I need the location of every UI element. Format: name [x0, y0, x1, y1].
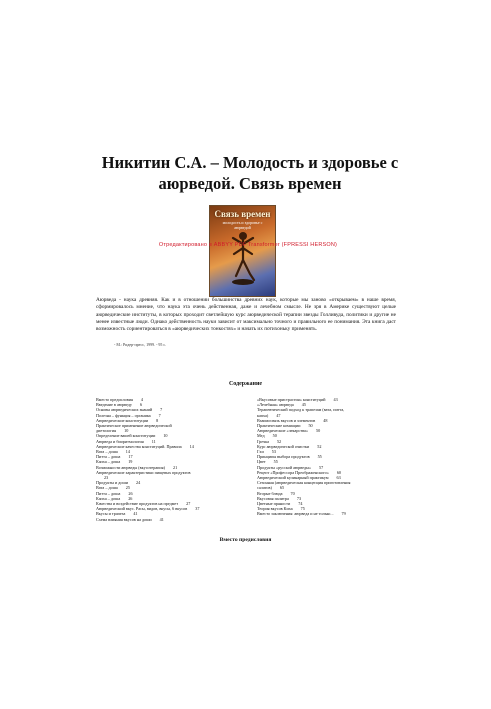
intro-paragraph: Аюрведа - наука древняя. Как и в отношении большинства древних наук, которые мы заново «открываем» в наше время, сформировалось мнение, что наука эта очень действенная, даже и лечебном смысле. Не зря в Америке существуют целые аюрведические институты, в которых проходит светлейшую курс аюрведической терапии звезды Голливуда, политики и другие не менее известные люди. Однако действенность науки зависит от максимально точного и правильного ее понимания. Эта книга даст возможность сориентироваться в «аюрведических тонкостях» и начать их потихоньку применять.	[96, 297, 396, 333]
toc-entry-label: салатов)	[257, 485, 272, 491]
foreword-heading: Вместо предисловия	[219, 537, 272, 543]
toc-entry-label: Капха – доша	[96, 459, 121, 465]
toc-entry	[96, 517, 244, 522]
toc-entry-page: 17	[128, 454, 133, 460]
toc-entry-label: Вторые блюда	[257, 490, 283, 496]
toc-entry-page: 60	[336, 469, 341, 475]
toc-entry-page: 75	[300, 506, 305, 512]
toc-entry-page: 55	[317, 454, 322, 460]
toc-entry-page: 47	[276, 412, 281, 418]
toc-entry-page: 14	[125, 449, 130, 455]
toc-entry-label: Теория вкусов Киха	[257, 506, 293, 512]
toc-entry-label: Вкусы и трапеза	[96, 511, 126, 517]
toc-entry-label: Аюрведические «лекарства»	[257, 428, 309, 434]
toc-entry-page: 48	[323, 417, 328, 423]
toc-entry-page: 52	[276, 438, 282, 444]
toc-entry-page: 53	[271, 449, 276, 455]
toc-entry-label: диетология	[96, 428, 117, 434]
toc-entry-page: 41	[133, 511, 138, 517]
toc-entry-page: 21	[172, 464, 178, 470]
toc-entry-label: Вата – доша	[96, 449, 118, 455]
toc-entry-label: Питта – доша	[96, 490, 121, 496]
toc-entry-page: 41	[159, 516, 164, 522]
toc-left-column	[96, 397, 244, 522]
toc-entry-label: Цвет	[257, 459, 266, 465]
toc-entry-page: 23	[104, 475, 109, 481]
toc-entry-label: Курс аюрведической очистки	[257, 443, 310, 449]
toc-entry-page: 27	[186, 501, 191, 507]
toc-entry-page: 10	[124, 428, 129, 434]
toc-entry-label: Вместо предисловия	[96, 397, 133, 402]
toc-entry-page: 43	[333, 397, 338, 402]
toc-entry-label: Аюрведические конституции	[96, 417, 149, 423]
toc-entry-label: Взаимосвязь вкусов и элементов	[257, 417, 316, 423]
toc-entry-page: 70	[290, 490, 295, 496]
toc-entry-label: Аюрведический кулинарный практикум	[257, 475, 329, 481]
page-title: Никитин С.А. – Молодость и здоровье с аюрведой. Связь времен	[101, 153, 399, 193]
toc-entry-page: 37	[195, 506, 200, 512]
toc-entry-page: 14	[189, 443, 194, 449]
toc-entry-page: 25	[125, 485, 130, 491]
toc-entry-page: 10	[163, 433, 168, 439]
toc-entry-page: 52	[317, 443, 322, 449]
toc-entry-label: Продукты «русской аюрведы»	[257, 464, 312, 470]
toc-entry-label: Вата – доша	[96, 485, 118, 491]
toc-entry-page: 26	[128, 495, 133, 501]
toc-entry-label: Аюрведические характеристики пищевых продуктов	[96, 469, 191, 475]
toc-entry-page: 19	[128, 459, 133, 465]
toc-entry-page: 74	[298, 501, 303, 507]
toc-entry-page: 7	[160, 407, 163, 413]
toc-entry-label: Гречка	[257, 438, 269, 444]
toc-entry-label: капха)	[257, 412, 269, 418]
toc-entry-page: 11	[151, 438, 156, 444]
toc-entry-page: 79	[341, 511, 346, 517]
toc-entry-page: 65	[279, 485, 285, 491]
toc-entry-label: Питта – доша	[96, 454, 121, 460]
toc-entry-page: 50	[308, 423, 313, 429]
toc-entry-label: Вкусовая палитра	[257, 495, 289, 501]
toc-entry-label: «Лечебная» аюрведа	[257, 402, 294, 408]
cover-subtitle: молодость и здоровье с аюрведой	[222, 220, 263, 230]
toc-entry-page: 4	[140, 397, 143, 402]
watermark-text: Отредактировано в ABBYY PDF Transformer (FPRESSI HERSON)	[158, 242, 338, 248]
toc-entry-label: Капха – доша	[96, 495, 121, 501]
toc-entry-page: 57	[319, 464, 324, 470]
toc-entry-label: Продукты и доши	[96, 480, 128, 486]
toc-entry-page: 45	[301, 402, 306, 408]
cover-title: Связь времен	[214, 209, 271, 219]
toc-entry-label: Возможности аюрведы (вкусотерапия)	[96, 464, 165, 470]
toc-entry-label: Сезонная (аюрведическая концепция приготовления	[257, 480, 351, 486]
toc-entry-label: Введение в аюрведу	[96, 402, 133, 408]
toc-entry-page: 55	[273, 459, 278, 465]
toc-entry-page: 73	[296, 495, 302, 501]
toc-entry-label: Определение вашей конституции	[96, 433, 156, 439]
toc-entry-label: Терапевтический подход к трапезам (вата, питта,	[257, 407, 345, 413]
toc-entry-label: Аюрведический вкус. Расы, видов, вкусы, 6 вкусов	[96, 506, 188, 512]
toc-entry-page: 6	[140, 402, 143, 408]
contents-heading: Содержание	[228, 381, 263, 387]
dancing-figure-icon	[230, 230, 256, 286]
toc-entry-label: Принципы выбора продуктов	[257, 454, 310, 460]
toc-entry-label: Основы аюрведических знаний	[96, 407, 153, 413]
toc-entry-page: 63	[336, 475, 341, 481]
toc-entry-page: 50	[316, 428, 321, 434]
toc-entry-label: Схема влияния вкусов на доши	[96, 516, 152, 522]
toc-entry-page: 7	[158, 412, 161, 418]
toc-entry-label: «Вкусовые пристрастия» конституций	[257, 397, 326, 402]
toc-entry-label: Цветные пряности	[257, 501, 291, 507]
book-cover-image	[209, 205, 276, 297]
toc-entry-page: 8	[156, 417, 159, 423]
toc-right-column	[257, 397, 405, 517]
toc-entry-label: Гхи	[257, 449, 264, 455]
toc-entry-label: Практическое применение аюрведической	[96, 423, 172, 429]
publication-note: - М.: Ридер-пресс, 1999. - 95 с.	[114, 342, 167, 347]
toc-entry-label: Мед	[257, 433, 265, 439]
toc-entry-page: 24	[135, 480, 141, 486]
toc-entry-label: Рецепт «Профессора Преображенского»	[257, 469, 329, 475]
toc-entry	[257, 511, 405, 516]
toc-entry-label: Качества и воздействие продуктов на предмет	[96, 501, 179, 507]
toc-entry-label: Полезна – функция – органика	[96, 412, 151, 418]
toc-entry-label: Аюрведические качества конституций. Правила	[96, 443, 182, 449]
toc-entry-page: 50	[272, 433, 277, 439]
toc-entry-label: Практические комиации	[257, 423, 301, 429]
toc-entry-page: 26	[128, 490, 133, 496]
toc-entry-label: Вместо заключения: аюрведа и не только...	[257, 511, 334, 517]
toc-entry-label: Аюрведа и биоритмология	[96, 438, 144, 444]
